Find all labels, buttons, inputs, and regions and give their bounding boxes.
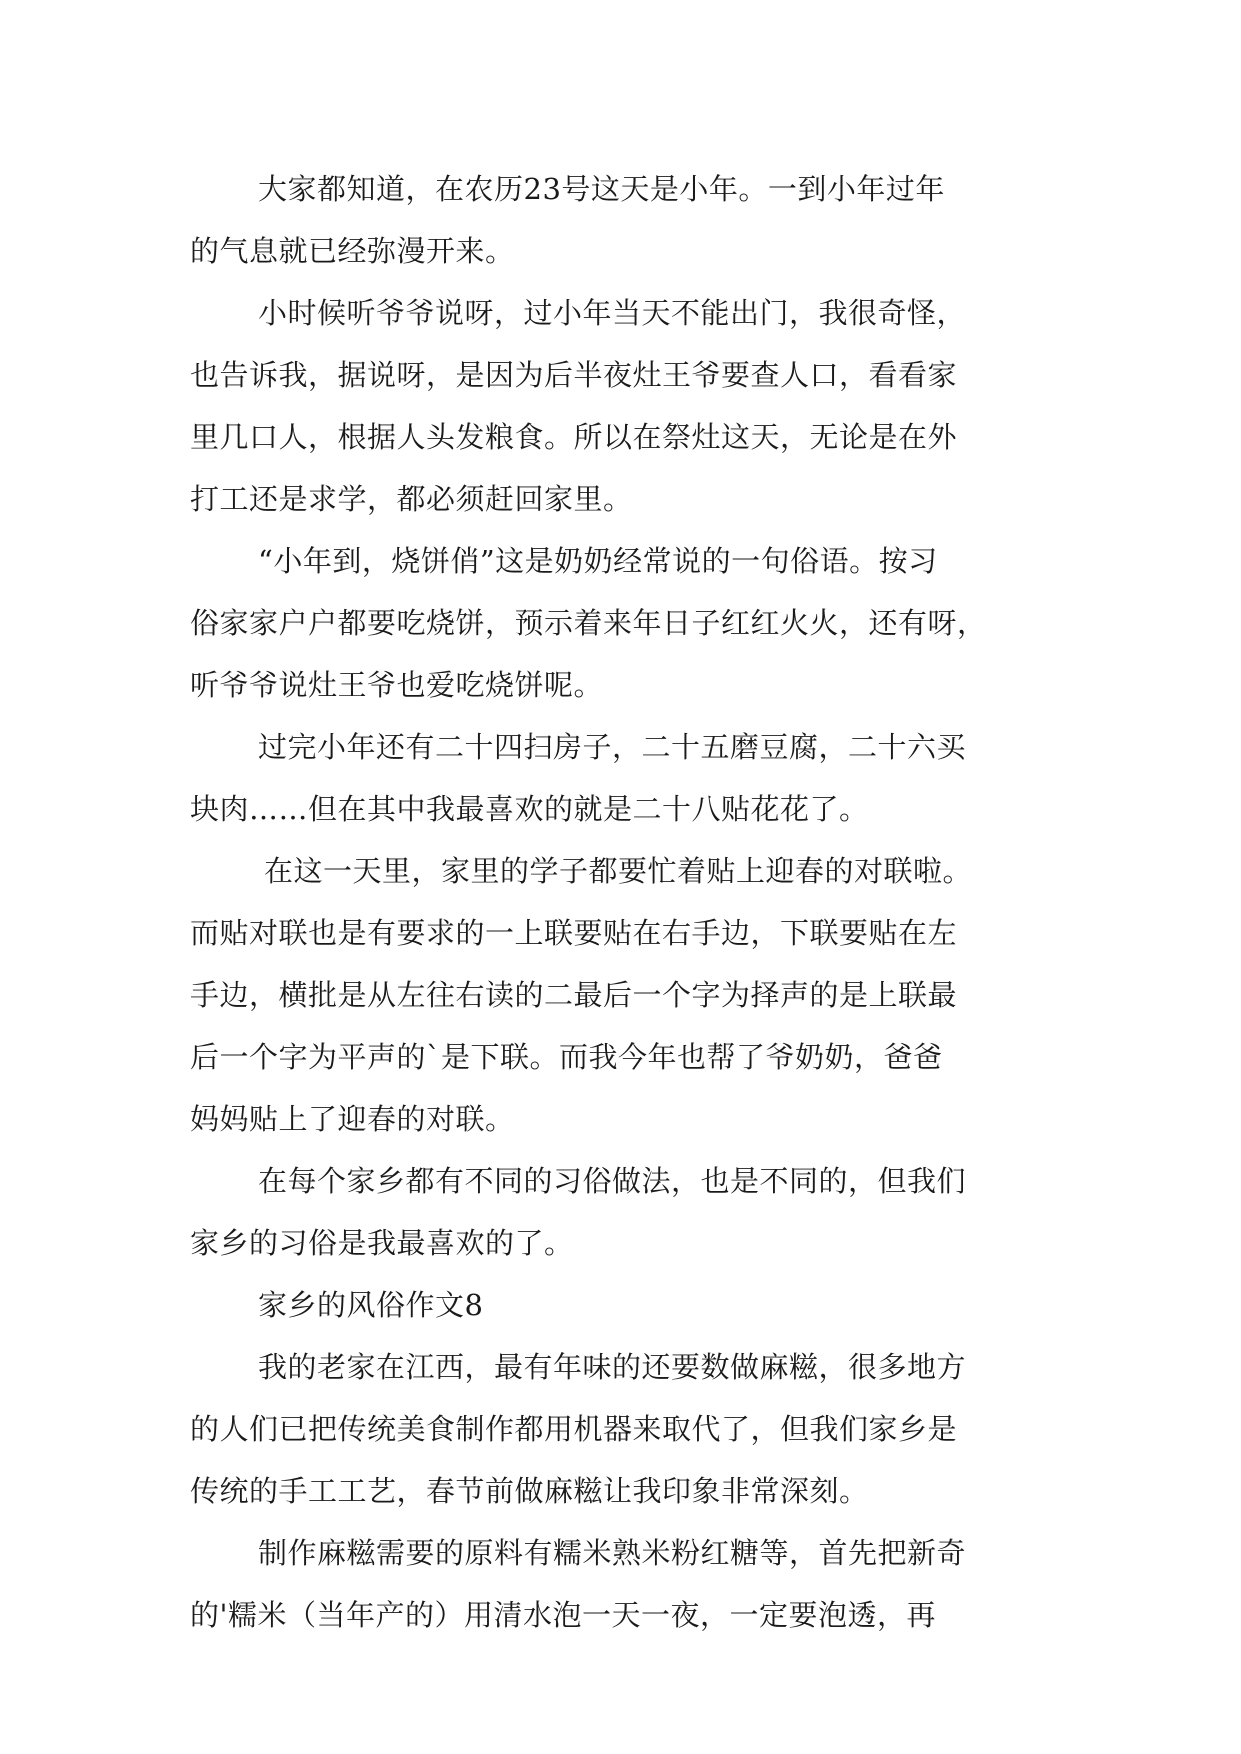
text-line: 的气息就已经弥漫开来。 [190, 234, 515, 268]
text-line: 也告诉我，据说呀，是因为后半夜灶王爷要查人口，看看家 [190, 358, 958, 392]
text-line: 手边，横批是从左往右读的二最后一个字为择声的是上联最 [190, 978, 958, 1012]
text-line: 的'糯米（当年产的）用清水泡一天一夜，一定要泡透，再 [190, 1598, 936, 1632]
text-line: 听爷爷说灶王爷也爱吃烧饼呢。 [190, 668, 604, 702]
text-line: 小时候听爷爷说呀，过小年当天不能出门，我很奇怪， [258, 296, 967, 330]
text-line: 过完小年还有二十四扫房子，二十五磨豆腐，二十六买 [258, 730, 967, 764]
text-line: 传统的手工工艺，春节前做麻糍让我印象非常深刻。 [190, 1474, 869, 1508]
text-line: 俗家家户户都要吃烧饼，预示着来年日子红红火火，还有呀， [190, 606, 987, 640]
text-line: 大家都知道，在农历23号这天是小年。一到小年过年 [258, 172, 945, 206]
text-line: 家乡的习俗是我最喜欢的了。 [190, 1226, 574, 1260]
text-line: 在这一天里，家里的学子都要忙着贴上迎春的对联啦。 [264, 854, 973, 888]
text-line: 妈妈贴上了迎春的对联。 [190, 1102, 515, 1136]
text-line: 制作麻糍需要的原料有糯米熟米粉红糖等，首先把新奇 [258, 1536, 967, 1570]
text-line: 而贴对联也是有要求的一上联要贴在右手边，下联要贴在左 [190, 916, 958, 950]
text-line: 打工还是求学，都必须赶回家里。 [190, 482, 633, 516]
document-body [190, 158, 1050, 1646]
text-line: 的人们已把传统美食制作都用机器来取代了，但我们家乡是 [190, 1412, 958, 1446]
text-line: 里几口人，根据人头发粮食。所以在祭灶这天，无论是在外 [190, 420, 958, 454]
text-line: 在每个家乡都有不同的习俗做法，也是不同的，但我们 [258, 1164, 967, 1198]
text-line: 后一个字为平声的`是下联。而我今年也帮了爷奶奶，爸爸 [190, 1040, 943, 1074]
text-line: 块肉……但在其中我最喜欢的就是二十八贴花花了。 [190, 792, 869, 826]
text-line: “小年到，烧饼俏”这是奶奶经常说的一句俗语。按习 [258, 544, 938, 578]
text-line: 我的老家在江西，最有年味的还要数做麻糍，很多地方 [258, 1350, 967, 1384]
section-heading: 家乡的风俗作文8 [258, 1288, 484, 1322]
